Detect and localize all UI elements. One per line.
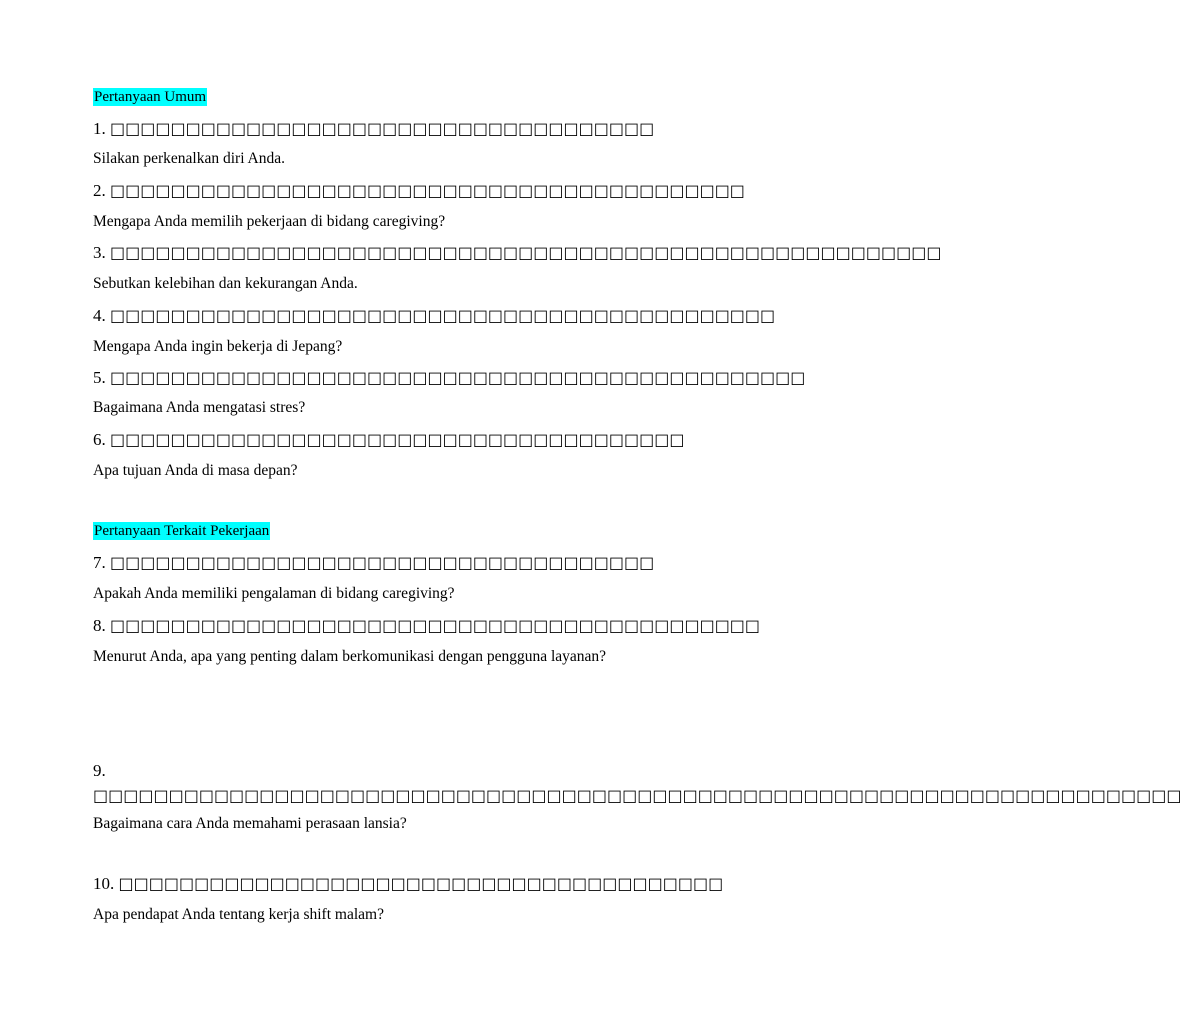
question-1-japanese: [93, 116, 693, 141]
question-10-translation: Apa pendapat Anda tentang kerja shift malam?: [93, 906, 384, 923]
question-text-jp: □□□□□□□□□□□□□□□□□□□□□□□□□□□□□□□□□□□□□□□□□□□□: [110, 306, 776, 325]
question-7-japanese: [93, 550, 693, 575]
question-number: 4.: [93, 306, 106, 325]
question-4-translation: Mengapa Anda ingin bekerja di Jepang?: [93, 338, 343, 355]
question-text-jp: □□□□□□□□□□□□□□□□□□□□□□□□□□□□□□□□□□□□: [110, 553, 655, 572]
question-8-japanese: [93, 613, 761, 638]
question-10-japanese: [93, 871, 724, 896]
question-8-translation: Menurut Anda, apa yang penting dalam berkomunikasi dengan pengguna layanan?: [93, 648, 607, 665]
question-2-translation: Mengapa Anda memilih pekerjaan di bidang caregiving?: [93, 213, 446, 230]
question-text-jp: □□□□□□□□□□□□□□□□□□□□□□□□□□□□□□□□□□□□□□□□: [118, 874, 724, 893]
question-text-jp: □□□□□□□□□□□□□□□□□□□□□□□□□□□□□□□□□□□□□□□□□□□□□□□□□□□□□□□: [110, 243, 942, 262]
question-text-jp: □□□□□□□□□□□□□□□□□□□□□□□□□□□□□□□□□□□□□□□□□□□□□□: [110, 368, 806, 387]
question-3-japanese: [93, 240, 942, 265]
question-1-translation: Silakan perkenalkan diri Anda.: [93, 150, 285, 167]
question-number: 10.: [93, 874, 115, 893]
question-9-japanese: [93, 758, 1181, 808]
question-2-japanese: [93, 178, 745, 203]
question-text-jp: □□□□□□□□□□□□□□□□□□□□□□□□□□□□□□□□□□□□□□□□□□: [110, 181, 745, 200]
question-6-japanese: [93, 427, 693, 452]
question-7-translation: Apakah Anda memiliki pengalaman di bidang caregiving?: [93, 585, 455, 602]
question-5-translation: Bagaimana Anda mengatasi stres?: [93, 399, 306, 416]
question-5-japanese: [93, 365, 806, 390]
question-text-jp: □□□□□□□□□□□□□□□□□□□□□□□□□□□□□□□□□□□□□□: [110, 430, 685, 449]
question-4-japanese: [93, 303, 776, 328]
section-heading-job: Pertanyaan Terkait Pekerjaan: [94, 523, 270, 539]
question-number: 1.: [93, 119, 106, 138]
question-number: 9.: [93, 761, 106, 780]
question-6-translation: Apa tujuan Anda di masa depan?: [93, 462, 298, 479]
question-3-translation: Sebutkan kelebihan dan kekurangan Anda.: [93, 275, 358, 292]
question-number: 7.: [93, 553, 106, 572]
question-text-jp: □□□□□□□□□□□□□□□□□□□□□□□□□□□□□□□□□□□□□□□□□□□: [110, 616, 761, 635]
question-9-translation: Bagaimana cara Anda memahami perasaan lansia?: [93, 815, 407, 832]
question-text-jp: □□□□□□□□□□□□□□□□□□□□□□□□□□□□□□□□□□□□□□□□□□□□□□□□□□□□□□□□□□□□□□□□□□□□□□□□: [93, 786, 1181, 805]
question-number: 2.: [93, 181, 106, 200]
question-text-jp: □□□□□□□□□□□□□□□□□□□□□□□□□□□□□□□□□□□□: [110, 119, 655, 138]
question-number: 8.: [93, 616, 106, 635]
question-number: 5.: [93, 368, 106, 387]
section-heading-general: Pertanyaan Umum: [94, 89, 207, 105]
question-number: 6.: [93, 430, 106, 449]
question-number: 3.: [93, 243, 106, 262]
